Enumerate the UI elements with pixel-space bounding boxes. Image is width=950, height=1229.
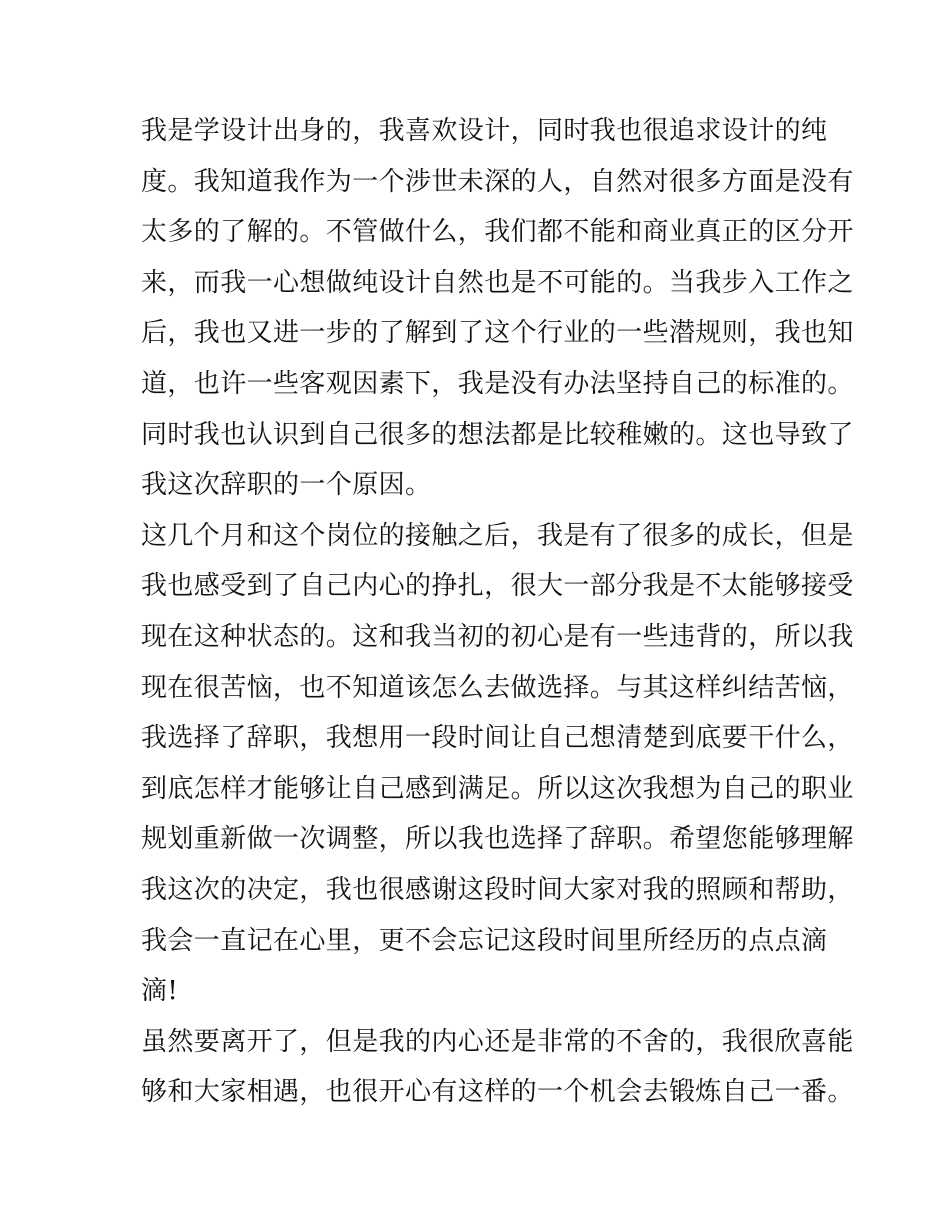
text-line: 现在很苦恼，也不知道该怎么去做选择。与其这样纠结苦恼，: [141, 672, 854, 703]
text-line: 道，也许一些客观因素下，我是没有办法坚持自己的标准的。: [141, 368, 854, 399]
paragraph-3: [141, 1017, 854, 1118]
text-line: 同时我也认识到自己很多的想法都是比较稚嫩的。这也导致了: [141, 419, 854, 450]
text-line: 后，我也又进一步的了解到了这个行业的一些潜规则，我也知: [141, 318, 854, 349]
text-line: 我会一直记在心里，更不会忘记这段时间里所经历的点点滴: [141, 925, 828, 956]
text-line: 滴!: [141, 976, 179, 1007]
paragraph-1: [141, 106, 854, 511]
text-line: 我也感受到了自己内心的挣扎，很大一部分我是不太能够接受: [141, 571, 854, 602]
text-line: 到底怎样才能够让自己感到满足。所以这次我想为自己的职业: [141, 773, 854, 804]
text-line: 我是学设计出身的，我喜欢设计，同时我也很追求设计的纯: [141, 116, 828, 146]
paragraph-2: [141, 511, 854, 1017]
text-line: 虽然要离开了，但是我的内心还是非常的不舍的，我很欣喜能: [141, 1026, 854, 1057]
text-line: 我这次辞职的一个原因。: [141, 470, 432, 501]
text-line: 我选择了辞职，我想用一段时间让自己想清楚到底要干什么，: [141, 723, 854, 754]
text-line: 现在这种状态的。这和我当初的初心是有一些违背的，所以我: [141, 621, 854, 652]
text-line: 这几个月和这个岗位的接触之后，我是有了很多的成长，但是: [141, 520, 854, 551]
text-line: 够和大家相遇，也很开心有这样的一个机会去锻炼自己一番。: [141, 1077, 854, 1108]
text-line: 度。我知道我作为一个涉世未深的人，自然对很多方面是没有: [141, 166, 854, 197]
text-line: 我这次的决定，我也很感谢这段时间大家对我的照顾和帮助，: [141, 874, 854, 905]
text-line: 太多的了解的。不管做什么，我们都不能和商业真正的区分开: [141, 217, 854, 248]
text-line: 来，而我一心想做纯设计自然也是不可能的。当我步入工作之: [141, 267, 854, 298]
text-line: 规划重新做一次调整，所以我也选择了辞职。希望您能够理解: [141, 824, 854, 855]
document-body: [141, 106, 854, 1118]
